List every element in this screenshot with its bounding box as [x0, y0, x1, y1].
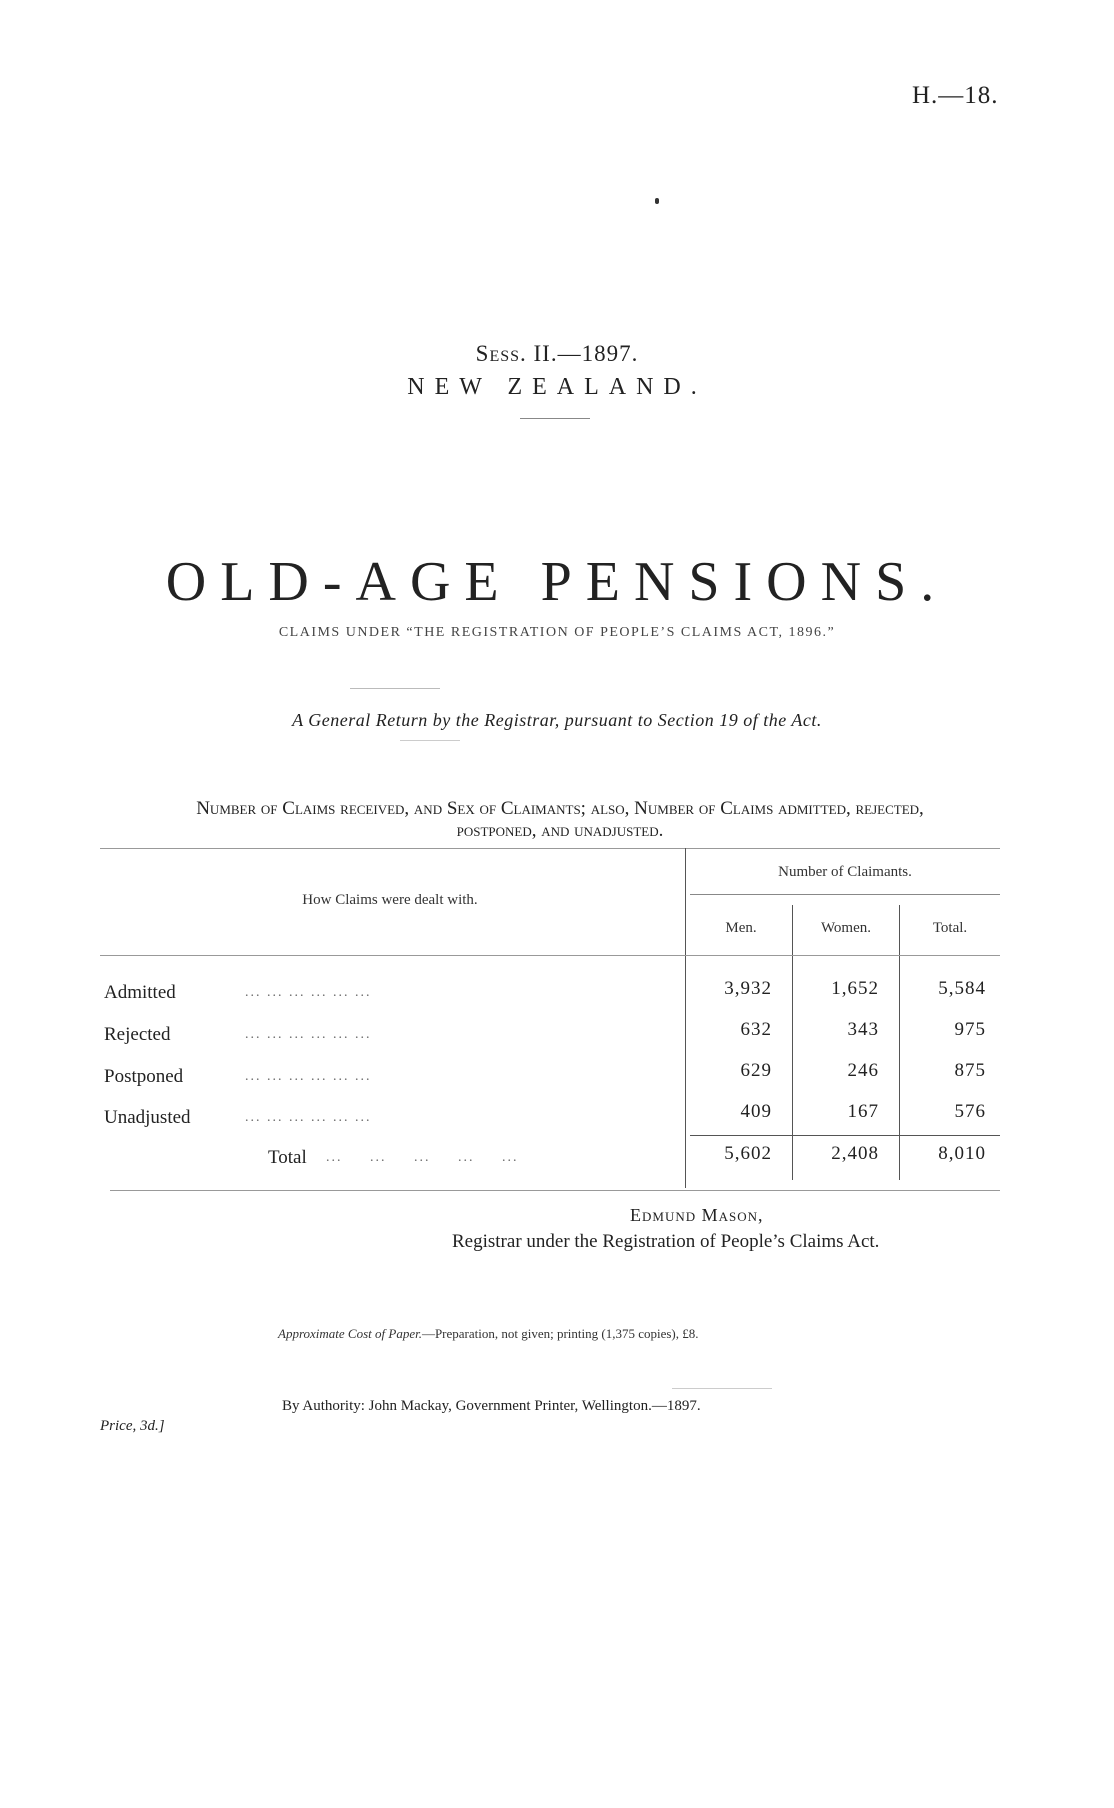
title-rule	[520, 418, 590, 419]
session-heading: Sess. II.—1897.	[475, 341, 639, 366]
cell-unadjusted-women: 167	[847, 1101, 879, 1122]
cell-total-total: 8,010	[938, 1143, 986, 1164]
row-leader-total: ... ... ... ... ...	[326, 1150, 519, 1165]
subtitle: CLAIMS UNDER “THE REGISTRATION OF PEOPLE’S CLAIMS ACT, 1896.”	[278, 625, 836, 640]
row-leader-unadjusted: ... ... ... ... ... ...	[245, 1110, 372, 1125]
row-label-postponed: Postponed	[104, 1066, 184, 1087]
total-rule	[690, 1135, 1000, 1136]
cell-postponed-men: 629	[740, 1060, 772, 1081]
cell-rejected-men: 632	[740, 1019, 772, 1040]
registrar-title: Registrar under the Registration of People’s Claims Act.	[452, 1231, 880, 1252]
print-speck	[655, 198, 659, 204]
row-leader-admitted: ... ... ... ... ... ...	[245, 985, 372, 1000]
row-label-admitted: Admitted	[104, 982, 176, 1003]
group-header-rule	[690, 894, 1000, 895]
return-rule	[400, 740, 460, 741]
row-label-total: Total	[268, 1147, 307, 1168]
table-caption-line-2: postponed, and unadjusted.	[456, 820, 664, 841]
cell-unadjusted-men: 409	[740, 1101, 772, 1122]
cell-rejected-total: 975	[954, 1019, 986, 1040]
cell-admitted-total: 5,584	[938, 978, 986, 999]
cell-admitted-women: 1,652	[831, 978, 879, 999]
cell-total-women: 2,408	[831, 1143, 879, 1164]
table-top-rule	[100, 848, 1000, 849]
row-leader-rejected: ... ... ... ... ... ...	[245, 1027, 372, 1042]
main-title: OLD-AGE PENSIONS.	[165, 551, 949, 613]
table-caption-line-1: Number of Claims received, and Sex of Claimants; also, Number of Claims admitted, rejected,	[196, 798, 924, 819]
cost-of-paper	[278, 1326, 699, 1342]
row-label-rejected: Rejected	[104, 1024, 171, 1045]
registrar-name: Edmund Mason,	[630, 1205, 764, 1225]
group-header: Number of Claimants.	[778, 864, 912, 880]
subtitle-rule	[350, 688, 440, 689]
header-bottom-rule	[100, 955, 1000, 956]
column-header-total: Total.	[932, 920, 968, 936]
cell-postponed-women: 246	[847, 1060, 879, 1081]
general-return-line: A General Return by the Registrar, pursuant to Section 19 of the Act.	[292, 710, 822, 730]
country-heading: NEW ZEALAND.	[407, 374, 707, 400]
cell-postponed-total: 875	[954, 1060, 986, 1081]
cell-total-men: 5,602	[724, 1143, 772, 1164]
price-note: Price, 3d.]	[100, 1418, 165, 1434]
table-divider-label	[685, 848, 686, 1188]
table-caption	[100, 798, 1020, 842]
row-leader-postponed: ... ... ... ... ... ...	[245, 1069, 372, 1084]
table-divider-men	[792, 905, 793, 1180]
row-label-unadjusted: Unadjusted	[104, 1107, 191, 1128]
cell-unadjusted-total: 576	[954, 1101, 986, 1122]
cost-label: Approximate Cost of Paper.	[278, 1326, 422, 1341]
table-bottom-rule	[110, 1190, 1000, 1191]
cost-text: —Preparation, not given; printing (1,375 copies), £8.	[421, 1326, 699, 1341]
footer-rule	[672, 1388, 772, 1389]
column-header-women: Women.	[820, 920, 872, 936]
row-header: How Claims were dealt with.	[302, 892, 478, 908]
table-divider-women	[899, 905, 900, 1180]
column-header-men: Men.	[725, 920, 757, 936]
printer-authority: By Authority: John Mackay, Government Printer, Wellington.—1897.	[282, 1398, 701, 1414]
cell-admitted-men: 3,932	[724, 978, 772, 999]
cell-rejected-women: 343	[847, 1019, 879, 1040]
page-reference: H.—18.	[912, 82, 999, 109]
